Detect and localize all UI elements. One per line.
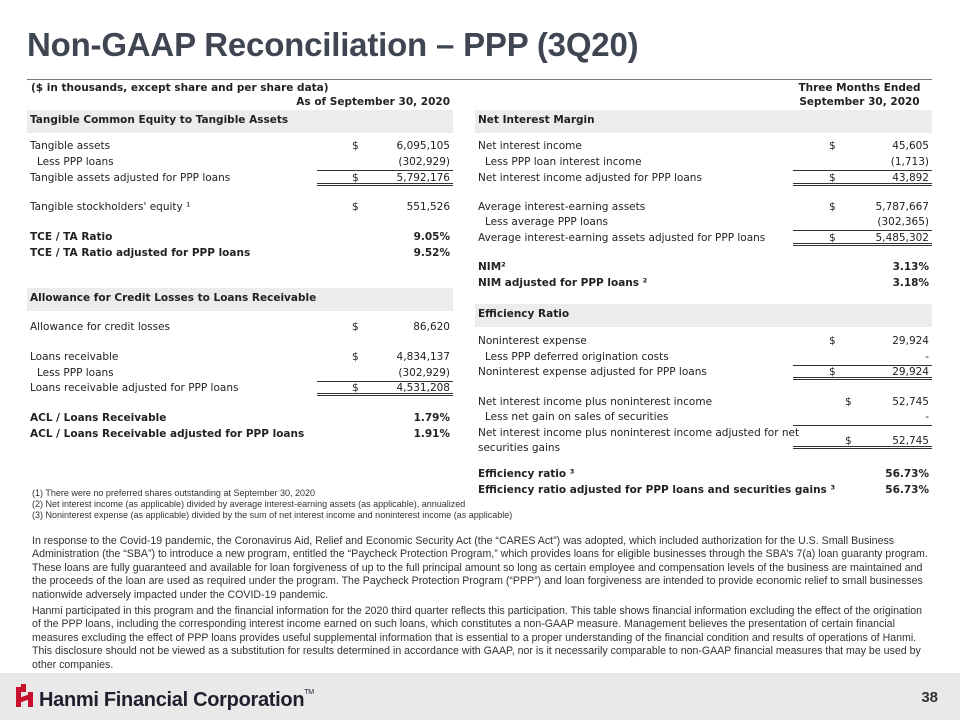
row-label: Net interest income adjusted for PPP loans — [478, 172, 702, 184]
paragraph-ppp-disclosure: Hanmi participated in this program and the financial information for the 2020 third quarter reflects this participation. This table shows financial information excluding the effect of the origination of the PPP loans, including the corresponding interest income earned on such loans, which constitutes a non-GAAP measure. Management believes the presentation of certain financial measures excluding the effect of PPP loans provides useful supplemental information that is essential to a proper understanding of the financial condition and results of operations of Hanmi. This disclosure should not be viewed as a substitution for results determined in accordance with GAAP, nor is it necessarily comparable to non-GAAP financial measures that may be used by other companies. — [32, 605, 922, 671]
paragraph-cares-act: In response to the Covid-19 pandemic, the Coronavirus Aid, Relief and Economic Security Act (the “CARES Act”) was adopted, which included authorization for the U.S. Small Business Administration (the “SBA”) to introduce a new program, entitled the “Paycheck Protection Program,” which provides loans for eligible businesses through the SBA’s 7(a) loan guaranty program. These loans are fully guaranteed and available for loan forgiveness of up to the full principal amount so long as certain employee and compensation levels of the business are maintained and the proceeds of the loan are used as required under the program. The Paycheck Protection Program (“PPP”) and loan forgiveness are intended to provide economic relief to small businesses nationwide adversely impacted under the COVID-19 pandemic. — [32, 535, 928, 601]
footnote-1: (1) There were no preferred shares outstanding at September 30, 2020 — [32, 488, 316, 498]
row-value: 4,834,137 — [396, 351, 450, 363]
section-header-acl — [27, 288, 453, 311]
table-row — [475, 230, 932, 246]
row-value: - — [793, 349, 932, 366]
dollar-sign: $ — [352, 201, 359, 213]
table-row — [27, 319, 453, 335]
trademark: TM — [304, 689, 314, 696]
row-value: (302,365) — [793, 214, 932, 231]
row-value: 4,531,208 — [317, 380, 453, 396]
page-title: Non-GAAP Reconciliation – PPP (3Q20) — [27, 26, 639, 63]
table-row — [27, 170, 453, 186]
dollar-sign: $ — [829, 335, 836, 347]
row-value: 551,526 — [406, 201, 450, 213]
row-label: Tangible stockholders' equity ¹ — [30, 201, 191, 213]
section-header-efficiency — [475, 304, 932, 327]
company-logo-text — [39, 689, 314, 712]
dollar-sign: $ — [829, 201, 836, 213]
table-row — [475, 333, 932, 349]
row-value: 52,745 — [892, 396, 929, 408]
table-row — [475, 349, 932, 365]
row-value: 5,787,667 — [875, 201, 929, 213]
table-row — [475, 199, 932, 215]
row-value: 9.52% — [413, 247, 450, 259]
row-value: 56.73% — [885, 468, 929, 480]
table-row — [475, 214, 932, 230]
footnotes — [32, 488, 512, 521]
row-value: 56.73% — [885, 484, 929, 496]
dollar-sign: $ — [352, 172, 359, 184]
table-row — [27, 154, 453, 170]
table-row — [475, 275, 932, 291]
dollar-sign: $ — [352, 351, 359, 363]
row-value: 86,620 — [413, 321, 450, 333]
table-row — [475, 364, 932, 380]
row-label: Tangible assets — [30, 140, 111, 152]
row-value: (302,929) — [317, 154, 453, 171]
row-label: Average interest-earning assets — [478, 201, 646, 213]
row-label: Less PPP loans — [37, 367, 114, 379]
row-value: 45,605 — [892, 140, 929, 152]
dollar-sign: $ — [352, 140, 359, 152]
dollar-sign: $ — [829, 366, 836, 378]
left-table — [27, 80, 453, 450]
row-label: ACL / Loans Receivable adjusted for PPP loans — [30, 428, 305, 440]
section-header-efficiency-label: Efficiency Ratio — [478, 308, 570, 320]
hanmi-logo-icon — [16, 684, 36, 713]
row-value: 3.13% — [892, 261, 929, 273]
row-value: 5,792,176 — [317, 170, 453, 186]
dollar-sign: $ — [829, 140, 836, 152]
table-row — [475, 259, 932, 275]
footnote-2: (2) Net interest income (as applicable) divided by average interest-earning assets (as applicable), annualized — [32, 499, 466, 509]
right-col-header-1: Three Months Ended — [798, 82, 921, 94]
row-label: Noninterest expense — [478, 335, 587, 347]
row-label: NIM² — [478, 261, 506, 273]
row-value: 6,095,105 — [396, 140, 450, 152]
section-header-acl-label: Allowance for Credit Losses to Loans Receivable — [30, 292, 317, 304]
row-label: Loans receivable — [30, 351, 119, 363]
units-note: ($ in thousands, except share and per share data) — [31, 82, 329, 94]
row-label-line-1: Net interest income plus noninterest income adjusted for net — [478, 427, 800, 439]
row-label: Average interest-earning assets adjusted for PPP loans — [478, 232, 766, 244]
table-row — [475, 170, 932, 186]
table-row — [475, 154, 932, 170]
section-header-nim — [475, 110, 932, 133]
row-label-line-2: securities gains — [478, 442, 561, 454]
row-label: Efficiency ratio adjusted for PPP loans and securities gains ³ — [478, 484, 836, 496]
row-label: Less PPP loan interest income — [485, 156, 642, 168]
row-value: 3.18% — [892, 277, 929, 289]
table-row — [475, 425, 932, 457]
row-value: (302,929) — [317, 365, 453, 382]
row-label: Less average PPP loans — [485, 216, 608, 228]
table-row — [27, 229, 453, 245]
section-header-tce — [27, 110, 453, 133]
dollar-sign: $ — [352, 382, 359, 394]
row-label: Net interest income plus noninterest income — [478, 396, 713, 408]
row-label: Allowance for credit losses — [30, 321, 171, 333]
dollar-sign: $ — [829, 172, 836, 184]
page-number: 38 — [921, 689, 938, 706]
table-row — [475, 466, 932, 482]
row-value: 1.91% — [413, 428, 450, 440]
right-col-header-row-2 — [475, 94, 932, 110]
table-row — [27, 138, 453, 154]
row-label: Net interest income — [478, 140, 582, 152]
table-row — [27, 380, 453, 396]
row-label: Tangible assets adjusted for PPP loans — [30, 172, 231, 184]
row-label: Less net gain on sales of securities — [485, 411, 669, 423]
table-row — [27, 365, 453, 381]
row-label: Loans receivable adjusted for PPP loans — [30, 382, 239, 394]
row-label: Less PPP loans — [37, 156, 114, 168]
row-label: NIM adjusted for PPP loans ² — [478, 277, 648, 289]
footnote-3: (3) Noninterest expense (as applicable) divided by the sum of net interest income and noninterest income (as applicable) — [32, 510, 513, 520]
row-value: 1.79% — [413, 412, 450, 424]
row-value: 5,485,302 — [793, 230, 932, 246]
row-label: Noninterest expense adjusted for PPP loans — [478, 366, 707, 378]
section-header-nim-label: Net Interest Margin — [478, 114, 595, 126]
row-label: Less PPP deferred origination costs — [485, 351, 669, 363]
right-table — [475, 80, 932, 500]
dollar-sign: $ — [829, 232, 836, 244]
right-col-header-2: September 30, 2020 — [799, 96, 920, 108]
row-value: 52,745 — [793, 433, 932, 449]
row-value: - — [793, 409, 932, 426]
row-value: 29,924 — [892, 335, 929, 347]
left-col-header-row — [27, 94, 453, 110]
dollar-sign: $ — [352, 321, 359, 333]
company-name: Hanmi Financial Corporation — [39, 689, 305, 711]
dollar-sign: $ — [845, 435, 852, 447]
table-row — [475, 482, 932, 498]
row-value: 43,892 — [793, 170, 932, 186]
section-header-tce-label: Tangible Common Equity to Tangible Assets — [30, 114, 289, 126]
table-row — [475, 409, 932, 425]
row-label: Efficiency ratio ³ — [478, 468, 575, 480]
table-row — [27, 245, 453, 261]
row-value: (1,713) — [793, 154, 932, 171]
dollar-sign: $ — [845, 396, 852, 408]
table-row — [475, 394, 932, 410]
table-row — [27, 410, 453, 426]
row-label: TCE / TA Ratio — [30, 231, 113, 243]
row-label: ACL / Loans Receivable — [30, 412, 167, 424]
table-row — [475, 138, 932, 154]
row-value: 29,924 — [793, 364, 932, 380]
table-row — [27, 199, 453, 215]
row-label: TCE / TA Ratio adjusted for PPP loans — [30, 247, 251, 259]
left-col-header: As of September 30, 2020 — [296, 96, 450, 108]
table-row — [27, 426, 453, 442]
table-row — [27, 349, 453, 365]
row-value: 9.05% — [413, 231, 450, 243]
